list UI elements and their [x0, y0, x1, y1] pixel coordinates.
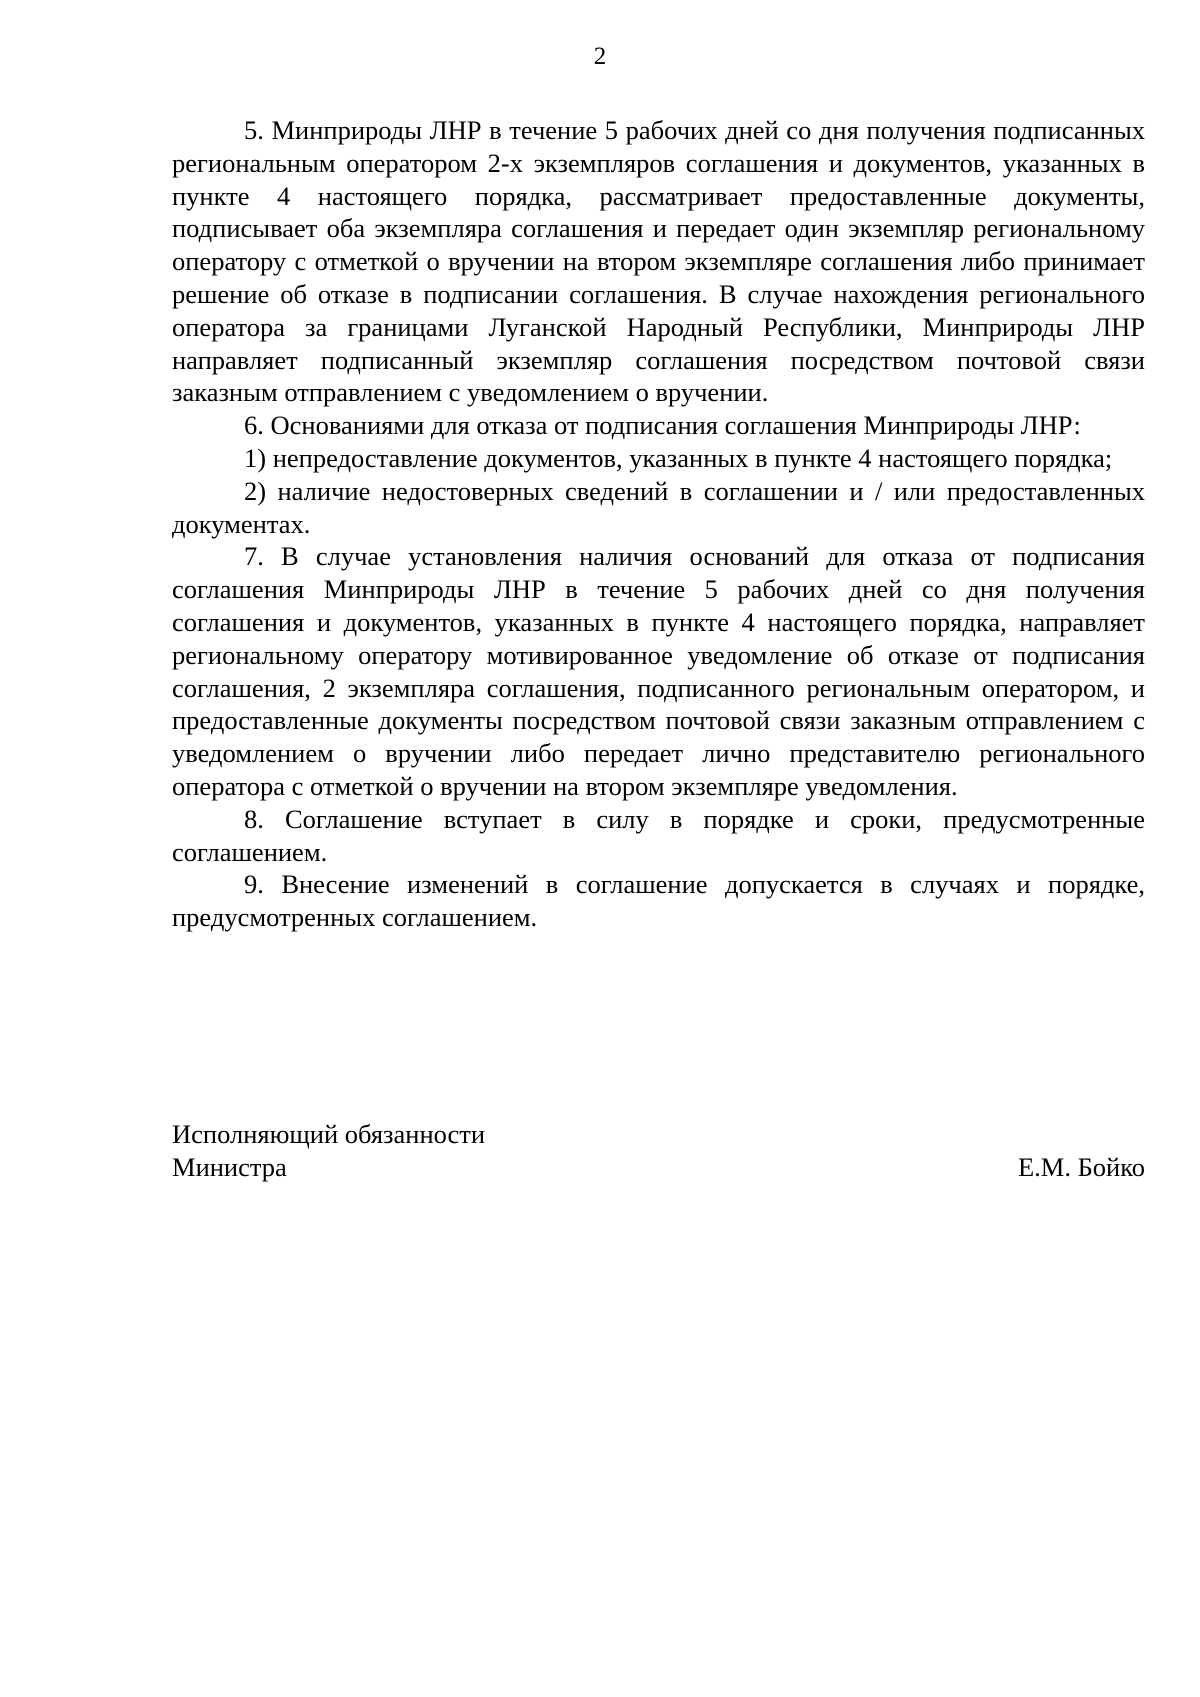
- paragraph-6: 6. Основаниями для отказа от подписания соглашения Минприроды ЛНР:: [244, 410, 1081, 441]
- paragraph-6-item-1: 1) непредоставление документов, указанных в пункте 4 настоящего порядка;: [244, 442, 1113, 473]
- paragraph-8: 8. Соглашение вступает в силу в порядке и сроки, предусмотренные соглашением.: [172, 803, 1145, 867]
- paragraph-9: 9. Внесение изменений в соглашение допускается в случаях и порядке, предусмотренных соглашением.: [172, 869, 1145, 933]
- signatory-name: Е.М. Бойко: [1017, 1151, 1145, 1182]
- signatory-position-line-1: Исполняющий обязанности: [172, 1119, 486, 1149]
- signature-block: [172, 1118, 1145, 1184]
- signatory-position-line-2: Министра: [172, 1151, 287, 1182]
- paragraph-5: 5. Минприроды ЛНР в течение 5 рабочих дней со дня получения подписанных региональным оператором 2-х экземпляров соглашения и документов, указанных в пункте 4 настоящего порядка, рассматривает предоставленные документы, подписывает оба экземпляра соглашения и передает один экземпляр региональному оператору с отметкой о вручении на втором экземпляре соглашения либо принимает решение об отказе в подписании соглашения. В случае нахождения регионального оператора за границами Луганской Народный Республики, Минприроды ЛНР направляет подписанный экземпляр соглашения посредством почтовой связи заказным отправлением с уведомлением о вручении.: [172, 115, 1145, 408]
- paragraph-7: 7. В случае установления наличия оснований для отказа от подписания соглашения Минприроды ЛНР в течение 5 рабочих дней со дня получения соглашения и документов, указанных в пункте 4 настоящего порядка, направляет региональному оператору мотивированное уведомление об отказе от подписания соглашения, 2 экземпляра соглашения, подписанного региональным оператором, и предоставленные документы посредством почтовой связи заказным отправлением с уведомлением о вручении либо передает лично представителю регионального оператора с отметкой о вручении на втором экземпляре уведомления.: [172, 541, 1145, 801]
- page-number: 2: [593, 43, 607, 70]
- document-body: [172, 114, 1145, 934]
- paragraph-6-item-2: 2) наличие недостоверных сведений в соглашении и / или предоставленных документах.: [172, 475, 1145, 539]
- signature-line: [172, 1151, 1145, 1184]
